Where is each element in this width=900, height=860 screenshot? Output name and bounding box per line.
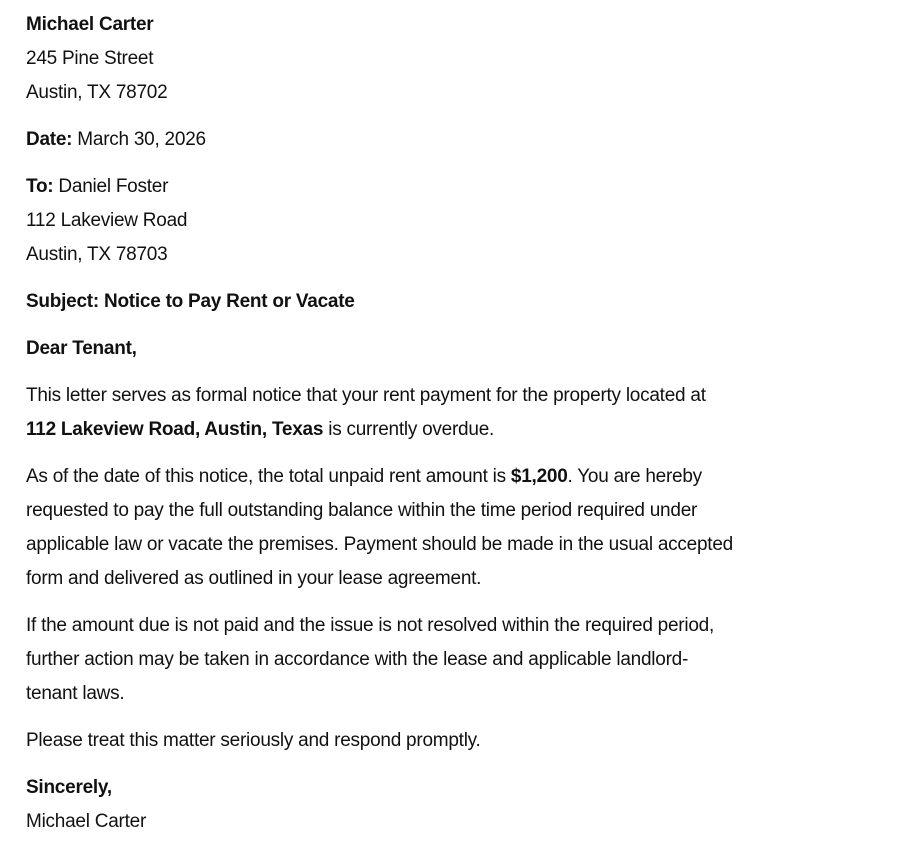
recipient-label: To: <box>26 176 54 197</box>
salutation: Dear Tenant, <box>26 338 137 359</box>
paragraph-overdue-notice <box>26 379 886 447</box>
paragraph-line: form and delivered as outlined in your lease agreement. <box>26 568 482 589</box>
unpaid-amount: $1,200 <box>510 466 568 487</box>
subject-line: Subject: Notice to Pay Rent or Vacate <box>26 291 355 312</box>
paragraph-line: . You are hereby <box>567 466 702 487</box>
sender-city-state-zip: Austin, TX 78702 <box>26 82 168 103</box>
paragraph-further-action <box>26 609 886 711</box>
date-value: March 30, 2026 <box>77 129 206 150</box>
sender-address-block <box>26 8 886 110</box>
recipient-name: Daniel Foster <box>58 176 169 197</box>
sender-street: 245 Pine Street <box>26 48 154 69</box>
valediction: Sincerely, <box>26 777 112 798</box>
paragraph-amount-due <box>26 460 886 596</box>
paragraph-line: requested to pay the full outstanding balance within the time period required under <box>26 500 698 521</box>
closing-block <box>26 771 886 839</box>
signature-name: Michael Carter <box>26 811 147 832</box>
paragraph-line: is currently overdue. <box>323 419 495 440</box>
date-line <box>26 123 886 157</box>
recipient-address-block <box>26 170 886 272</box>
paragraph-line: As of the date of this notice, the total unpaid rent amount is <box>26 466 511 487</box>
property-address: 112 Lakeview Road, Austin, Texas <box>26 419 324 440</box>
recipient-city-state-zip: Austin, TX 78703 <box>26 244 168 265</box>
recipient-street: 112 Lakeview Road <box>26 210 188 231</box>
paragraph-line: tenant laws. <box>26 683 125 704</box>
paragraph-respond-promptly: Please treat this matter seriously and respond promptly. <box>26 730 481 751</box>
paragraph-line: If the amount due is not paid and the issue is not resolved within the required period, <box>26 615 715 636</box>
date-label: Date: <box>26 129 73 150</box>
paragraph-line: further action may be taken in accordance with the lease and applicable landlord- <box>26 649 689 670</box>
paragraph-line: This letter serves as formal notice that your rent payment for the property located at <box>26 385 706 406</box>
sender-name: Michael Carter <box>26 14 154 35</box>
paragraph-line: applicable law or vacate the premises. Payment should be made in the usual accepted <box>26 534 733 555</box>
letter-document <box>26 8 886 852</box>
